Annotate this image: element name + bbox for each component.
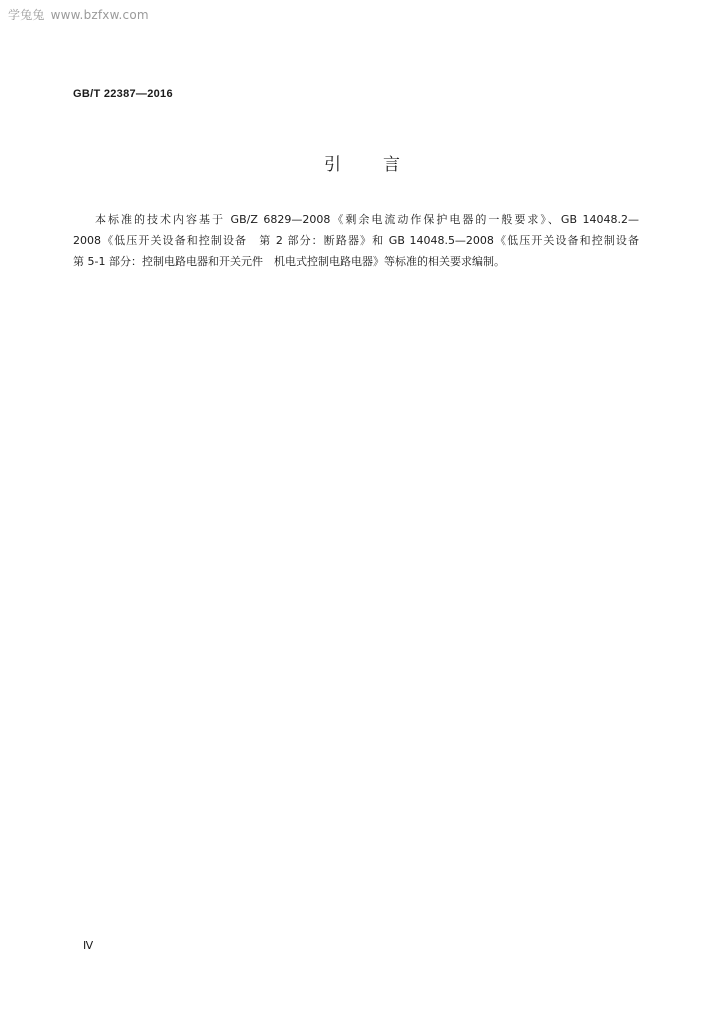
- standard-number: GB/T 22387—2016: [73, 88, 173, 100]
- paragraph-line: 本标准的技术内容基于 GB/Z 6829—2008《剩余电流动作保护电器的一般要求》、GB 14048.2—: [95, 213, 639, 226]
- page-number: Ⅳ: [83, 940, 94, 952]
- watermark-site-name: 学兔兔: [8, 8, 45, 22]
- paragraph-line: 2008《低压开关设备和控制设备 第 2 部分：断路器》和 GB 14048.5—2008《低压开关设备和控制设备: [73, 234, 639, 247]
- site-watermark: [8, 6, 149, 23]
- body-paragraph: [73, 209, 639, 272]
- paragraph-line: 第 5-1 部分：控制电路电器和开关元件 机电式控制电路电器》等标准的相关要求编制。: [73, 255, 505, 268]
- section-title: 引言: [324, 155, 442, 175]
- watermark-site-url: www.bzfxw.com: [50, 8, 149, 22]
